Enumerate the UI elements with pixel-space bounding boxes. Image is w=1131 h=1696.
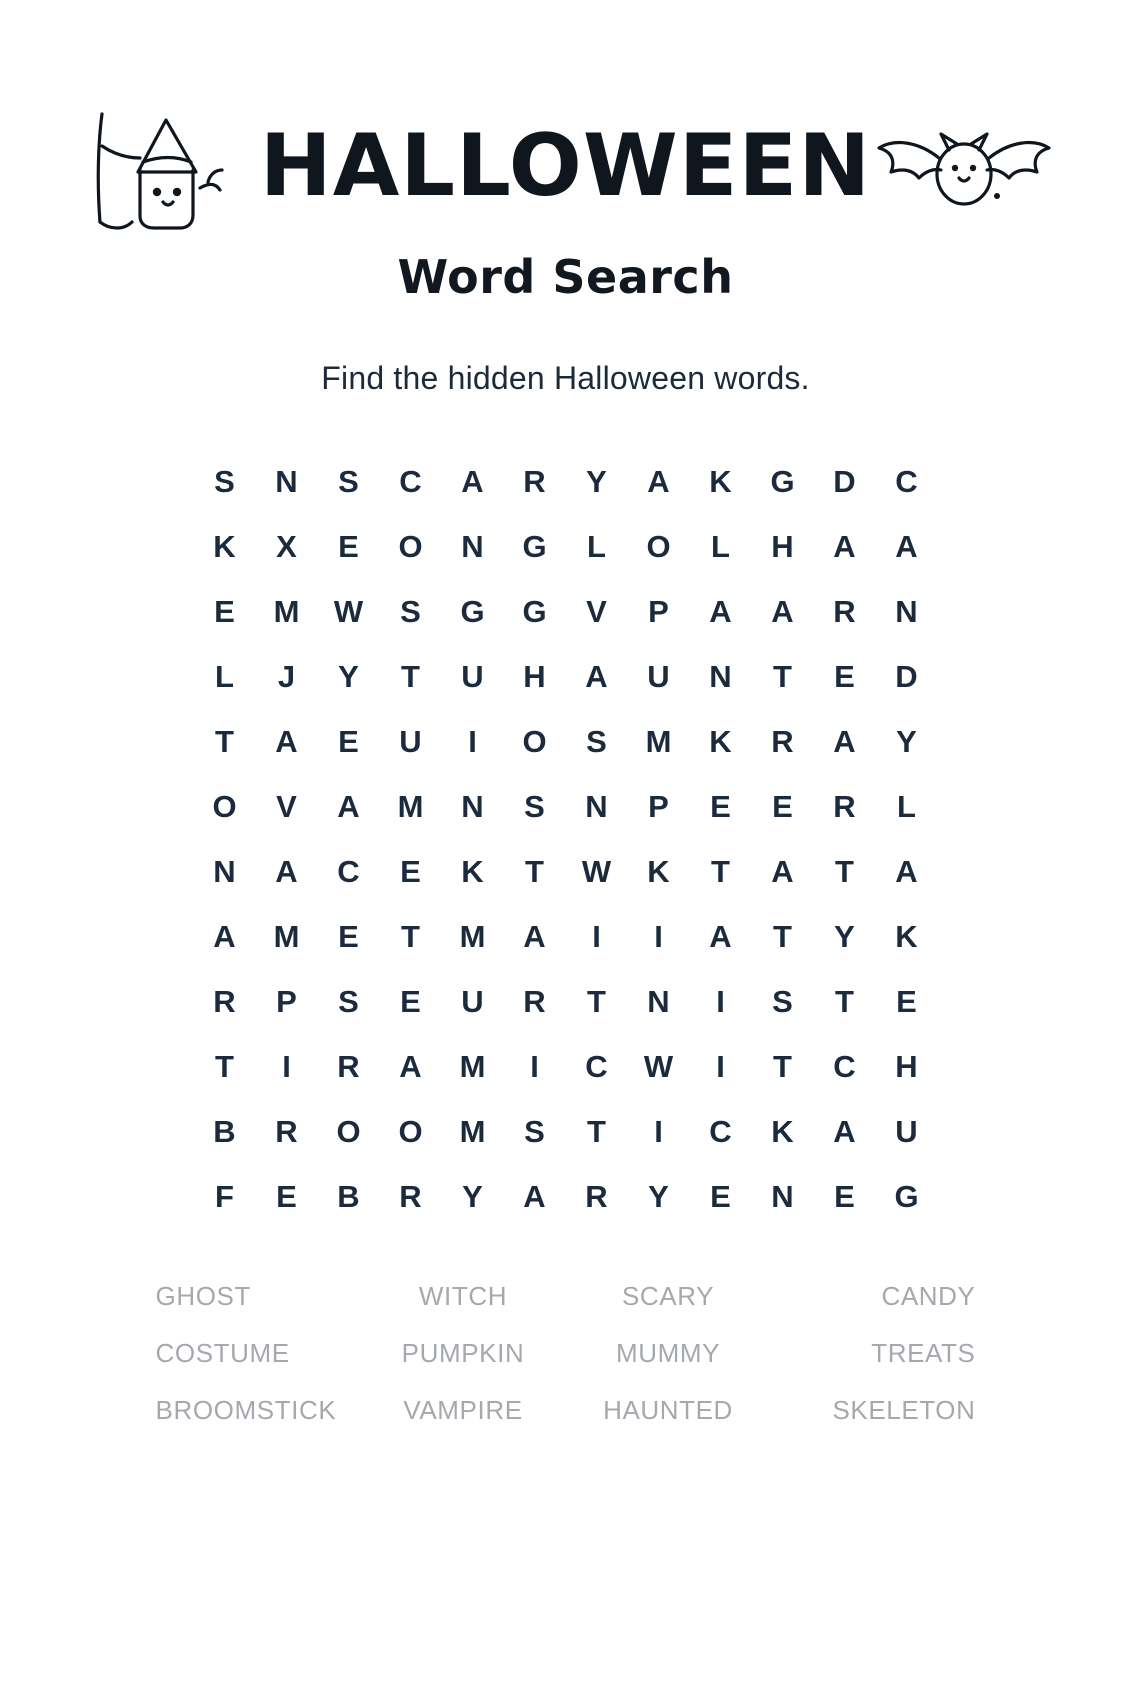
grid-cell[interactable]: I xyxy=(530,1048,539,1084)
grid-cell[interactable]: R xyxy=(523,983,546,1019)
word-list-item: SKELETON xyxy=(832,1395,976,1425)
grid-cell[interactable]: I xyxy=(654,1113,663,1149)
grid-cell[interactable]: I xyxy=(592,918,601,954)
grid-cell[interactable]: A xyxy=(523,1178,546,1214)
grid-cell[interactable]: O xyxy=(398,528,423,564)
grid-cell[interactable]: S xyxy=(338,983,359,1019)
grid-cell[interactable]: H xyxy=(523,658,546,694)
grid-cell[interactable]: E xyxy=(772,788,793,824)
witch-cat-icon xyxy=(80,104,230,249)
grid-cell[interactable]: A xyxy=(833,723,856,759)
word-list xyxy=(156,1281,976,1426)
grid-cell[interactable]: W xyxy=(333,593,364,629)
grid-cell[interactable]: K xyxy=(461,853,484,889)
grid-cell[interactable]: U xyxy=(647,658,670,694)
grid-cell[interactable]: E xyxy=(710,788,731,824)
grid-cell[interactable]: S xyxy=(214,463,235,499)
grid-cell[interactable]: A xyxy=(647,463,670,499)
grid-cell[interactable]: O xyxy=(646,528,671,564)
grid-cell[interactable]: N xyxy=(213,853,236,889)
grid-cell[interactable]: B xyxy=(337,1178,360,1214)
grid-cell[interactable]: Y xyxy=(462,1178,483,1214)
grid-cell[interactable]: L xyxy=(897,788,916,824)
grid-cell[interactable]: T xyxy=(711,853,730,889)
grid-cell[interactable]: A xyxy=(523,918,546,954)
grid-cell[interactable]: A xyxy=(399,1048,422,1084)
grid-cell[interactable]: E xyxy=(896,983,917,1019)
grid-cell[interactable]: G xyxy=(522,593,547,629)
grid-cell[interactable]: O xyxy=(398,1113,423,1149)
instruction-text: Find the hidden Halloween words. xyxy=(321,360,810,396)
grid-cell[interactable]: T xyxy=(215,723,234,759)
grid-cell[interactable]: K xyxy=(709,463,732,499)
grid-cell[interactable]: C xyxy=(585,1048,608,1084)
word-search-grid[interactable] xyxy=(194,449,938,1229)
grid-cell[interactable]: C xyxy=(709,1113,732,1149)
grid-cell[interactable]: S xyxy=(524,788,545,824)
grid-cell[interactable]: K xyxy=(647,853,670,889)
grid-cell[interactable]: A xyxy=(709,918,732,954)
grid-cell[interactable]: S xyxy=(772,983,793,1019)
grid-cell[interactable]: I xyxy=(716,983,725,1019)
grid-cell[interactable]: O xyxy=(522,723,547,759)
grid-cell[interactable]: Y xyxy=(586,463,607,499)
grid-cell[interactable]: P xyxy=(276,983,297,1019)
grid-cell[interactable]: T xyxy=(773,658,792,694)
grid-cell[interactable]: E xyxy=(338,723,359,759)
grid-cell[interactable]: C xyxy=(399,463,422,499)
grid-cell[interactable]: I xyxy=(654,918,663,954)
grid-cell[interactable]: G xyxy=(770,463,795,499)
grid-cell[interactable]: A xyxy=(833,528,856,564)
grid-cell[interactable]: N xyxy=(771,1178,794,1214)
grid-cell[interactable]: T xyxy=(401,658,420,694)
grid-cell[interactable]: S xyxy=(338,463,359,499)
word-list-item: PUMPKIN xyxy=(401,1338,525,1368)
grid-cell[interactable]: K xyxy=(213,528,236,564)
grid-cell[interactable]: P xyxy=(648,788,669,824)
grid-cell[interactable]: N xyxy=(275,463,298,499)
worksheet-page xyxy=(0,96,1131,1696)
grid-cell[interactable]: M xyxy=(273,918,300,954)
grid-cell[interactable]: R xyxy=(337,1048,360,1084)
page-title: HALLOWEEN xyxy=(259,116,872,216)
grid-cell[interactable]: R xyxy=(399,1178,422,1214)
grid-cell[interactable]: M xyxy=(397,788,424,824)
grid-cell[interactable]: O xyxy=(212,788,237,824)
grid-cell[interactable]: W xyxy=(581,853,612,889)
grid-cell[interactable]: H xyxy=(895,1048,918,1084)
grid-cell[interactable]: N xyxy=(895,593,918,629)
grid-cell[interactable]: E xyxy=(214,593,235,629)
grid-cell[interactable]: K xyxy=(895,918,918,954)
grid-cell[interactable]: M xyxy=(459,1113,486,1149)
grid-cell[interactable]: B xyxy=(213,1113,236,1149)
grid-cell[interactable]: U xyxy=(895,1113,918,1149)
grid-cell[interactable]: V xyxy=(586,593,607,629)
word-list-item: HAUNTED xyxy=(603,1395,733,1425)
grid-cell[interactable]: A xyxy=(275,853,298,889)
grid-cell[interactable]: S xyxy=(524,1113,545,1149)
grid-cell[interactable]: A xyxy=(771,853,794,889)
grid-cell[interactable]: R xyxy=(833,593,856,629)
grid-cell[interactable]: I xyxy=(716,1048,725,1084)
grid-cell[interactable]: O xyxy=(336,1113,361,1149)
grid-cell[interactable]: R xyxy=(585,1178,608,1214)
grid-cell[interactable]: U xyxy=(461,983,484,1019)
grid-cell[interactable]: E xyxy=(400,853,421,889)
grid-cell[interactable]: E xyxy=(338,918,359,954)
grid-cell[interactable]: T xyxy=(773,1048,792,1084)
grid-cell[interactable]: Y xyxy=(896,723,917,759)
grid-cell[interactable]: T xyxy=(401,918,420,954)
grid-cell[interactable]: M xyxy=(459,918,486,954)
grid-cell[interactable]: A xyxy=(461,463,484,499)
grid-cell[interactable]: E xyxy=(276,1178,297,1214)
grid-cell[interactable]: N xyxy=(709,658,732,694)
grid-cell[interactable]: T xyxy=(835,853,854,889)
grid-cell[interactable]: A xyxy=(275,723,298,759)
grid-cell[interactable]: A xyxy=(337,788,360,824)
grid-cell[interactable]: R xyxy=(771,723,794,759)
grid-cell[interactable]: I xyxy=(468,723,477,759)
grid-cell[interactable]: N xyxy=(461,788,484,824)
grid-cell[interactable]: N xyxy=(585,788,608,824)
grid-cell[interactable]: K xyxy=(771,1113,794,1149)
grid-cell[interactable]: T xyxy=(587,983,606,1019)
grid-cell[interactable]: G xyxy=(460,593,485,629)
grid-cell[interactable]: R xyxy=(523,463,546,499)
grid-cell[interactable]: J xyxy=(277,658,296,694)
grid-cell[interactable]: R xyxy=(833,788,856,824)
word-list-item: WITCH xyxy=(418,1281,508,1311)
grid-cell[interactable]: A xyxy=(895,853,918,889)
grid-cell[interactable]: Y xyxy=(338,658,359,694)
grid-cell[interactable]: D xyxy=(833,463,856,499)
grid-cell[interactable]: T xyxy=(835,983,854,1019)
page-subtitle: Word Search xyxy=(397,250,734,304)
grid-cell[interactable]: E xyxy=(710,1178,731,1214)
grid-cell[interactable]: W xyxy=(643,1048,674,1084)
grid-cell[interactable]: U xyxy=(399,723,422,759)
grid-cell[interactable]: A xyxy=(585,658,608,694)
word-list-item: VAMPIRE xyxy=(403,1395,523,1425)
grid-cell[interactable]: C xyxy=(833,1048,856,1084)
grid-cell[interactable]: E xyxy=(834,1178,855,1214)
grid-cell[interactable]: X xyxy=(276,528,297,564)
grid-cell[interactable]: N xyxy=(647,983,670,1019)
grid-cell[interactable]: R xyxy=(275,1113,298,1149)
word-list-item: MUMMY xyxy=(615,1338,721,1368)
grid-cell[interactable]: N xyxy=(461,528,484,564)
grid-cell[interactable]: P xyxy=(648,593,669,629)
grid-cell[interactable]: T xyxy=(587,1113,606,1149)
grid-cell[interactable]: K xyxy=(709,723,732,759)
grid-cell[interactable]: A xyxy=(213,918,236,954)
grid-cell[interactable]: L xyxy=(215,658,234,694)
grid-cell[interactable]: Y xyxy=(834,918,855,954)
grid-cell[interactable]: A xyxy=(709,593,732,629)
grid-cell[interactable]: E xyxy=(400,983,421,1019)
grid-cell[interactable]: M xyxy=(273,593,300,629)
grid-cell[interactable]: H xyxy=(771,528,794,564)
grid-cell[interactable]: I xyxy=(282,1048,291,1084)
grid-cell[interactable]: E xyxy=(834,658,855,694)
grid-cell[interactable]: L xyxy=(711,528,730,564)
grid-cell[interactable]: A xyxy=(833,1113,856,1149)
header xyxy=(0,96,1131,236)
word-list-item: TREATS xyxy=(871,1338,976,1368)
grid-cell[interactable]: C xyxy=(337,853,360,889)
grid-cell[interactable]: M xyxy=(459,1048,486,1084)
word-list-item: CANDY xyxy=(881,1281,976,1311)
word-list-item: GHOST xyxy=(155,1281,251,1311)
grid-cell[interactable]: S xyxy=(400,593,421,629)
word-search-grid-wrapper xyxy=(0,449,1131,1229)
grid-cell[interactable]: Y xyxy=(648,1178,669,1214)
word-list-item: SCARY xyxy=(621,1281,715,1311)
grid-cell[interactable]: T xyxy=(525,853,544,889)
grid-cell[interactable]: U xyxy=(461,658,484,694)
grid-cell[interactable]: E xyxy=(338,528,359,564)
grid-cell[interactable]: A xyxy=(895,528,918,564)
bat-icon xyxy=(869,112,1059,227)
grid-cell[interactable]: D xyxy=(895,658,918,694)
grid-cell[interactable]: F xyxy=(215,1178,234,1214)
grid-cell[interactable]: L xyxy=(587,528,606,564)
word-list-item: COSTUME xyxy=(155,1338,290,1368)
grid-cell[interactable]: V xyxy=(276,788,297,824)
grid-cell[interactable]: M xyxy=(645,723,672,759)
grid-cell[interactable]: G xyxy=(894,1178,919,1214)
grid-cell[interactable]: T xyxy=(215,1048,234,1084)
grid-cell[interactable]: A xyxy=(771,593,794,629)
grid-cell[interactable]: R xyxy=(213,983,236,1019)
grid-cell[interactable]: T xyxy=(773,918,792,954)
grid-cell[interactable]: C xyxy=(895,463,918,499)
word-list-item: BROOMSTICK xyxy=(155,1395,337,1425)
grid-cell[interactable]: S xyxy=(586,723,607,759)
grid-cell[interactable]: G xyxy=(522,528,547,564)
